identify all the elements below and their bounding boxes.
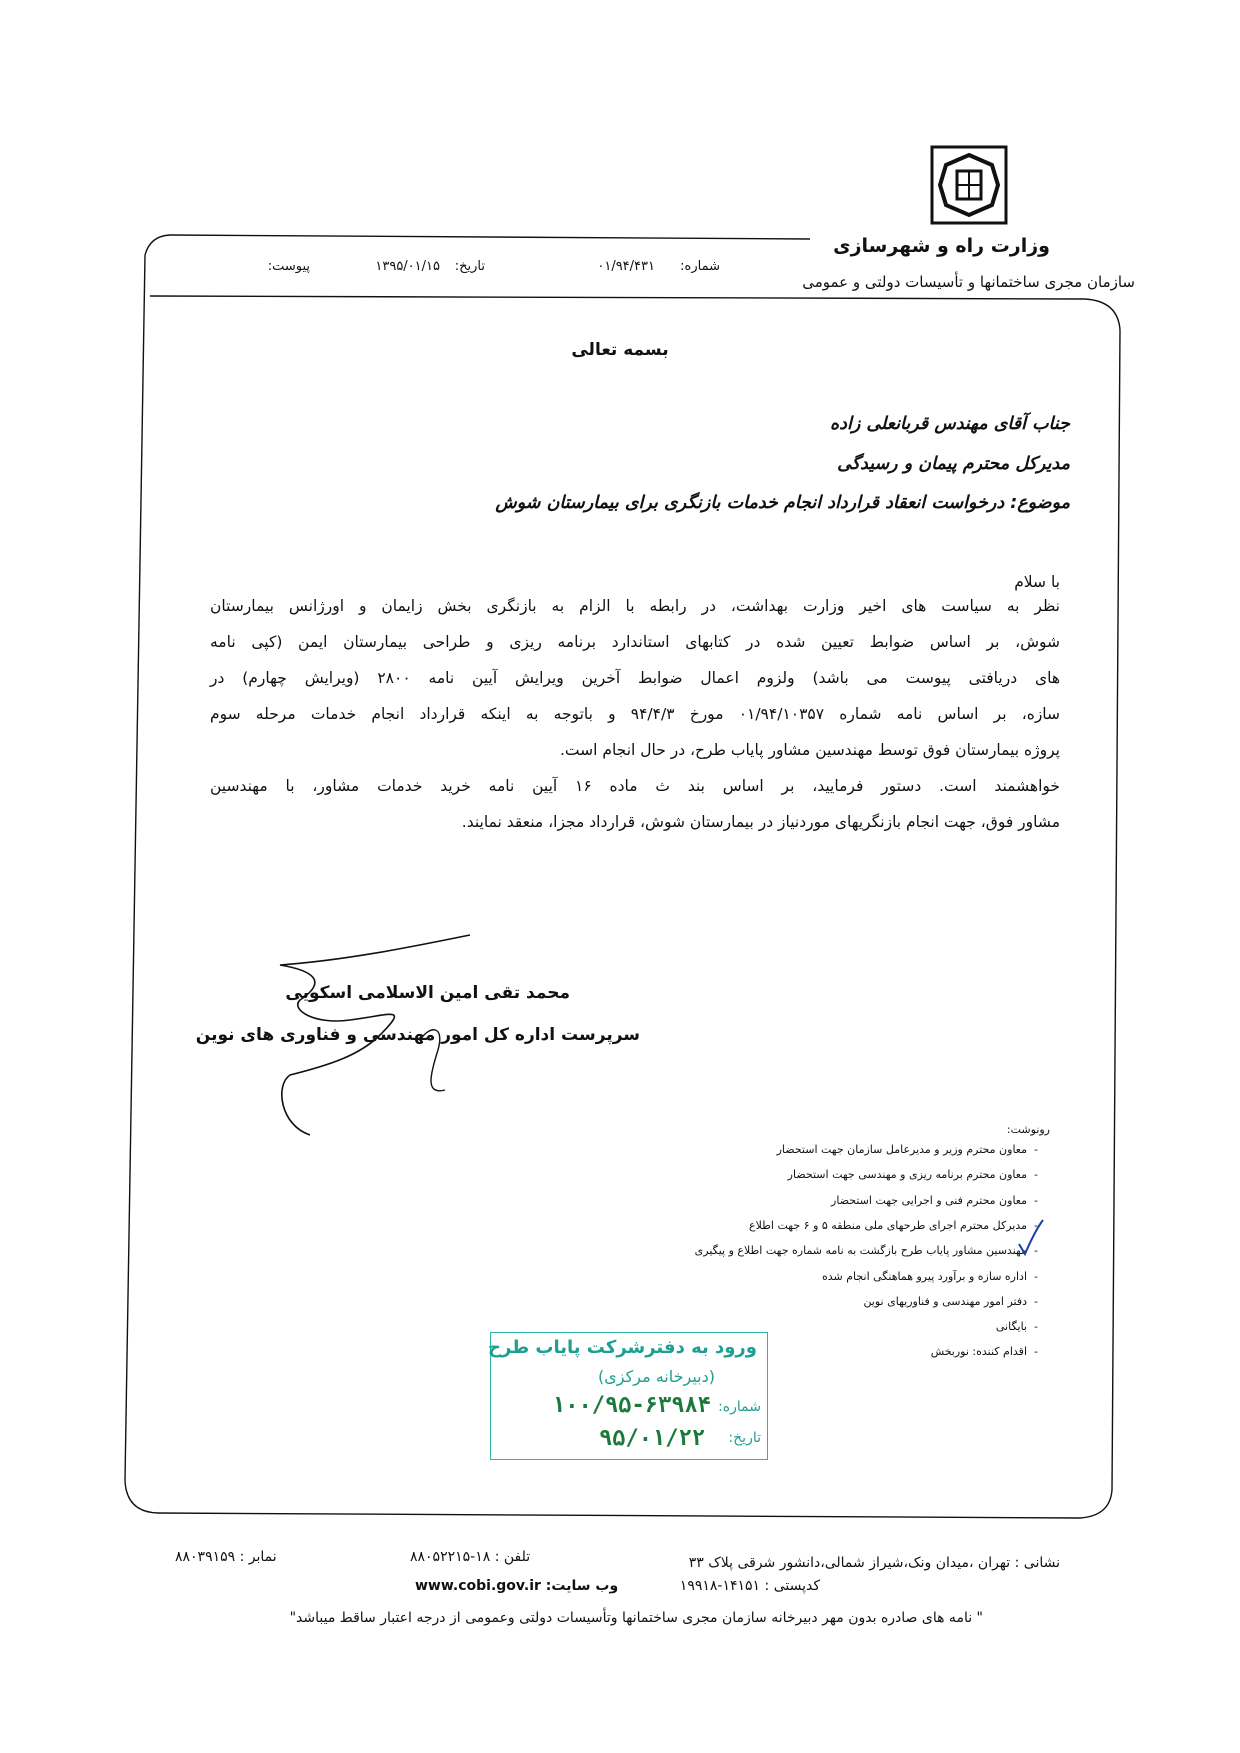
stamp-date-label: تاریخ: (728, 1430, 761, 1446)
footer-address: نشانی : تهران ،میدان ونک،شیراز شمالی،دانشور شرقی پلاک ۳۳ (688, 1555, 1060, 1571)
receipt-stamp (490, 1332, 768, 1460)
letter-number-value: ۰۱/۹۴/۴۳۱ (597, 259, 655, 274)
signatory-name: محمد تقی امین الاسلامی اسکویی (285, 983, 570, 1003)
invocation-heading: بسمه تعالی (571, 340, 669, 360)
organization-name: سازمان مجری ساختمانها و تأسیسات دولتی و عمومی (802, 273, 1135, 291)
body-line: پروژه بیمارستان فوق توسط مهندسین مشاور پایاب طرح، در حال انجام است. (560, 741, 1060, 759)
cc-item: -معاون محترم وزیر و مدیرعامل سازمان جهت استحضار (776, 1143, 1038, 1156)
letter-date-value: ۱۳۹۵/۰۱/۱۵ (375, 259, 440, 274)
footer-phone: تلفن : ۱۸-۸۸۰۵۲۲۱۵ (410, 1549, 531, 1565)
salutation: با سلام (1014, 573, 1060, 591)
cc-item: -معاون محترم برنامه ریزی و مهندسی جهت استحضار (787, 1168, 1038, 1181)
cc-item: -مهندسین مشاور پایاب طرح بازگشت به نامه شماره جهت اطلاع و پیگیری (694, 1244, 1038, 1257)
body-line: نظر به سیاست های اخیر وزارت بهداشت، در رابطه با الزام به بازنگری بخش زایمان و اورژانس بیمارستان (210, 597, 1060, 615)
ministry-name: وزارت راه و شهرسازی (833, 235, 1050, 257)
footer-website: وب سایت: www.cobi.gov.ir (415, 1578, 619, 1594)
stamp-date-value: ۹۵/۰۱/۲۲ (599, 1426, 705, 1451)
check-mark-icon (1015, 1218, 1045, 1258)
recipient-name: جناب آقای مهندس قربانعلی زاده (830, 414, 1070, 434)
ministry-emblem-icon (930, 145, 1008, 225)
stamp-number-label: شماره: (718, 1399, 761, 1415)
cc-item: -اقدام کننده: نوربخش (930, 1345, 1038, 1358)
letter-subject: موضوع: درخواست انعقاد قرارداد انجام خدمات بازنگری برای بیمارستان شوش (495, 493, 1070, 513)
footer-disclaimer: " نامه های صادره بدون مهر دبیرخانه سازمان مجری ساختمانها وتأسیسات دولتی وعمومی از درجه اعتبار ساقط میباشد" (289, 1610, 983, 1626)
body-line: مشاور فوق، جهت انجام بازنگریهای موردنیاز در بیمارستان شوش، قرارداد مجزا، منعقد نمایند. (461, 813, 1060, 831)
body-line: شوش، بر اساس ضوابط تعیین شده در کتابهای استاندارد برنامه ریزی و طراحی بیمارستان ایمن (کپی نامه (210, 633, 1060, 651)
body-line: های دریافتی پیوست می باشد) ولزوم اعمال ضوابط آخرین ویرایش آیین نامه ۲۸۰۰ (ویرایش چهارم) در (210, 669, 1060, 687)
body-line: خواهشمند است. دستور فرمایید، بر اساس بند ث ماده ۱۶ آیین نامه خرید خدمات مشاور، با مهندسین (210, 777, 1060, 795)
signatory-title: سرپرست اداره کل امور مهندسی و فناوری های نوین (195, 1025, 640, 1045)
letter-body (210, 588, 1060, 840)
attachment-label: پیوست: (267, 259, 310, 274)
footer-fax: نمابر : ۸۸۰۳۹۱۵۹ (175, 1549, 277, 1565)
letter-date-label: تاریخ: (454, 259, 485, 274)
letter-number-label: شماره: (680, 259, 720, 274)
cc-label: رونوشت: (1006, 1123, 1050, 1136)
cc-item: -مدیرکل محترم اجرای طرحهای ملی منطقه ۵ و ۶ جهت اطلاع (749, 1219, 1038, 1232)
cc-item: -اداره سازه و برآورد پیرو هماهنگی انجام شده (822, 1270, 1038, 1283)
stamp-number-value: ۱۰۰/۹۵-۶۳۹۸۴ (552, 1393, 711, 1418)
stamp-title: ورود به دفترشرکت پایاب طرح (488, 1337, 757, 1358)
recipient-title: مدیرکل محترم پیمان و رسیدگی (837, 454, 1070, 474)
cc-item: -دفتر امور مهندسی و فناوریهای نوین (863, 1295, 1038, 1308)
footer-postal-code: کدپستی : ۱۴۱۵۱-۱۹۹۱۸ (679, 1578, 820, 1594)
cc-item: -معاون محترم فنی و اجرایی جهت استحضار (831, 1194, 1038, 1207)
body-line: سازه، بر اساس نامه شماره ۰۱/۹۴/۱۰۳۵۷ مورخ ۹۴/۴/۳ و باتوجه به اینکه قرارداد انجام خدمات مرحله سوم (210, 705, 1061, 723)
cc-item: -بایگانی (995, 1320, 1038, 1333)
stamp-subtitle: (دبیرخانه مرکزی) (598, 1367, 715, 1386)
